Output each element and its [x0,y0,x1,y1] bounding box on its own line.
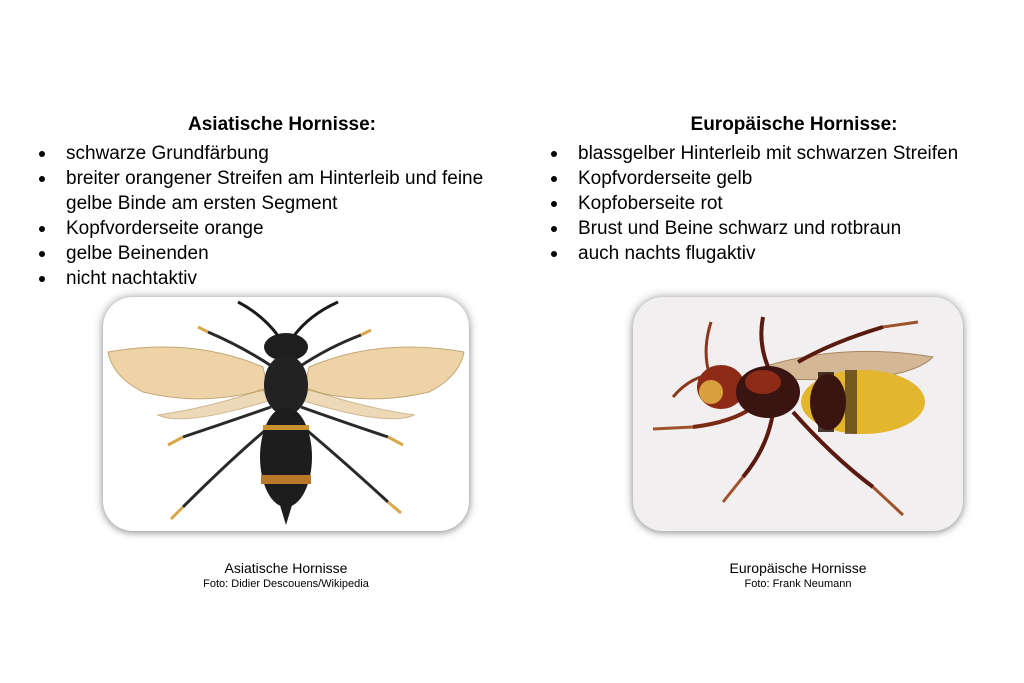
photo-credit: Foto: Didier Descouens/Wikipedia [203,578,369,590]
caption-title: Europäische Hornisse [729,560,867,576]
list-item: schwarze Grundfärbung [36,141,516,166]
european-hornet-features [548,141,1008,266]
caption-title: Asiatische Hornisse [224,560,348,576]
asian-hornet-caption [103,560,469,591]
list-item: Kopfvorderseite orange [36,216,516,241]
list-item: blassgelber Hinterleib mit schwarzen Streifen [548,141,1008,166]
european-hornet-caption [633,560,963,591]
list-item: Kopfvorderseite gelb [548,166,1008,191]
list-item: Brust und Beine schwarz und rotbraun [548,216,1008,241]
european-hornet-photo [633,297,963,531]
photo-credit: Foto: Frank Neumann [744,578,852,590]
list-item: nicht nachtaktiv [36,266,516,291]
asian-hornet-photo [103,297,469,531]
asian-hornet-features [36,141,516,291]
european-hornet-section [548,113,1008,266]
asian-hornet-section [36,113,516,291]
list-item: breiter orangener Streifen am Hinterleib und feine gelbe Binde am ersten Segment [36,166,516,216]
list-item: gelbe Beinenden [36,241,516,266]
list-item: auch nachts flugaktiv [548,241,1008,266]
list-item: Kopfoberseite rot [548,191,1008,216]
european-hornet-title: Europäische Hornisse: [690,114,898,135]
asian-hornet-title: Asiatische Hornisse: [188,114,376,135]
